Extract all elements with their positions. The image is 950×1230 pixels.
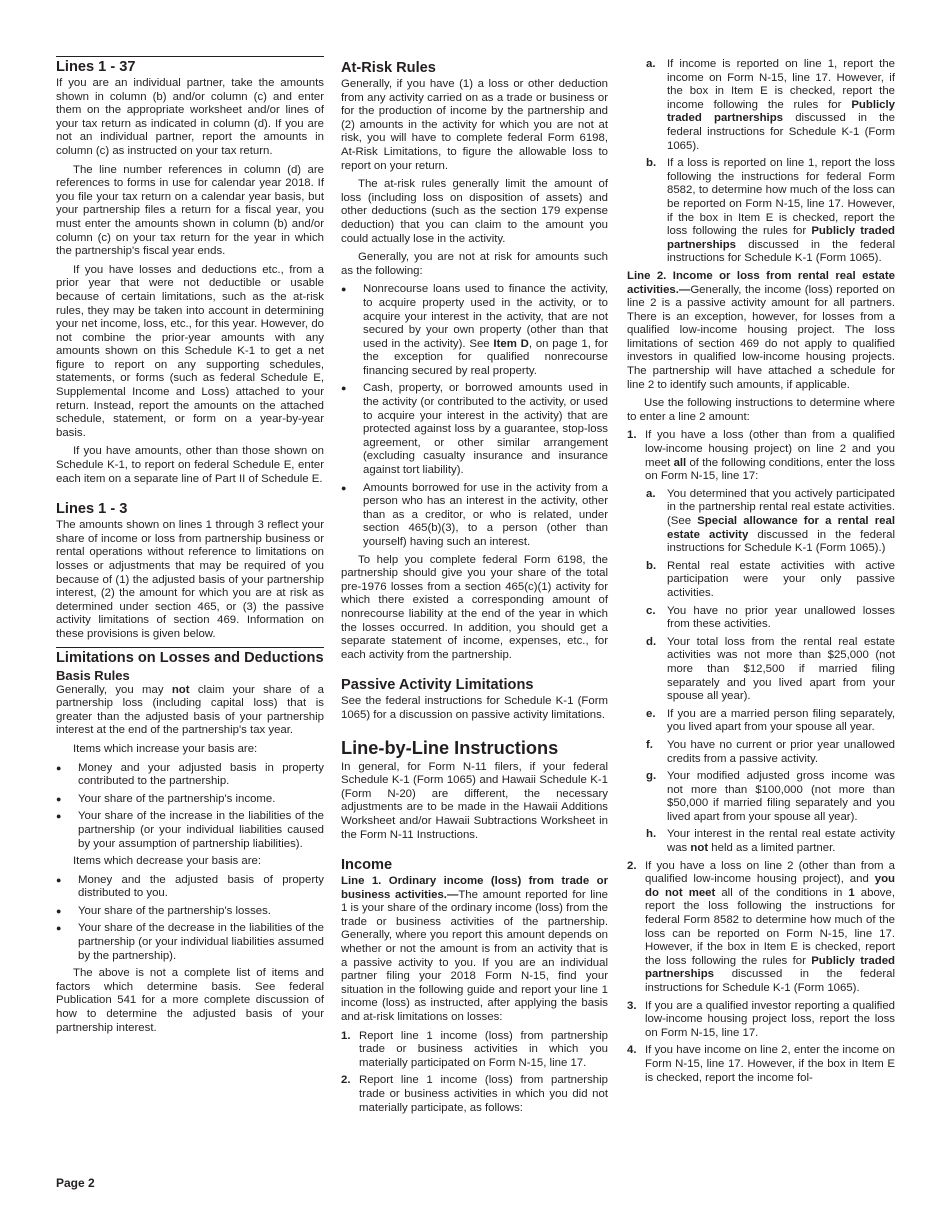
list-item: d. Your total loss from the rental real estate activities was not more than $25,000 (not more than $12,500 if married filing separately and you lived apart from your spouse all year).	[646, 635, 895, 703]
paragraph: Line 1. Ordinary income (loss) from trade or business activities.—The amount reported for line 1 is your share of the ordinary income (loss) from the trade or business activities of the partnership. Generally, where you report this amount depends on whether or not the amount is from an activity that is a passive activity to you. If you are an individual partner filing your 2018 Form N-15, find your situation in the following guide and report your line 1 income (loss) as instructed, after applying the basis and at-risk limitations on losses:	[341, 875, 608, 1024]
list-item: ● Your share of the increase in the liabilities of the partnership (or your individual liabilities caused by your assumption of partnership liabilities).	[56, 810, 324, 851]
list-item: ● Money and your adjusted basis in property contributed to the partnership.	[56, 762, 324, 789]
paragraph: If you are an individual partner, take the amounts shown in column (b) and/or column (c) and enter them on the appropriate worksheet and/or lines of your tax return as indicated in column (d). If you are not an individual partner, report the amounts in column (c) as instructed on your tax return.	[56, 77, 324, 157]
section-rule	[56, 647, 324, 648]
section-rule	[56, 56, 324, 57]
list-item: 1. Report line 1 income (loss) from partnership trade or business activities in which you materially participated on Form N-15, line 17.	[341, 1029, 608, 1069]
heading-passive-activity: Passive Activity Limitations	[341, 677, 534, 694]
list-item: e. If you are a married person filing separately, you lived apart from your spouse all year.	[646, 707, 895, 734]
heading-limitations: Limitations on Losses and Deductions	[56, 649, 324, 666]
paragraph: Line 2. Income or loss from rental real estate activities.—Generally, the income (loss) reported on line 2 is a passive activity amount for all partners. There is an exception, however, for losses from a qualified low-income housing project. The loss limitations of section 469 do not apply to qualified investors in qualified low-income housing projects. The partnership will have attached a schedule for line 2 to identify such amounts, if applicable.	[627, 269, 895, 391]
paragraph: See the federal instructions for Schedule K-1 (Form 1065) for a discussion on passive activity limitations.	[341, 695, 608, 721]
paragraph: To help you complete federal Form 6198, the partnership should give you your share of the total pre-1976 losses from a section 465(c)(1) activity for which there existed a corresponding amount of nonrecourse liability at the end of the year in which the losses occurred. In addition, you should get a separate statement of income, expenses, etc., for each activity from the partnership.	[341, 553, 608, 661]
list-item: ● Amounts borrowed for use in the activity from a person who has an interest in the activity, other than as a creditor, or who is related, under section 465(b)(3), to a person (other than yourself) having such an interest.	[341, 482, 608, 550]
list-item: b. If a loss is reported on line 1, report the loss following the instructions for federal Form 8582, to determine how much of the loss can be reported on Form N-15, line 17. However, if the box in Item E is checked, report the loss following the rules for Publicly traded partnerships discussed in the federal instructions for Schedule K-1 (Form 1065).	[646, 157, 896, 265]
paragraph: The at-risk rules generally limit the amount of loss (including loss on disposition of assets) and other deductions (such as the section 179 expense deduction) that you can claim to the amount you could actually lose in the activity.	[341, 178, 608, 245]
paragraph: Use the following instructions to determine where to enter a line 2 amount:	[627, 397, 895, 423]
list-item: ● Cash, property, or borrowed amounts used in the activity (or contributed to the activity, or used to acquire your interest in the activity) that are protected against loss by a guarantee, stop-loss agreement, or other similar arrangement (excluding casualty insurance and insurance against tort liability).	[341, 382, 608, 477]
paragraph: Items which increase your basis are:	[73, 742, 258, 755]
column-2	[341, 60, 608, 1119]
list-item: 4. If you have income on line 2, enter the income on Form N-15, line 17. However, if the box in Item E is checked, report the income fol-	[627, 1044, 895, 1084]
list-item: c. You have no prior year unallowed losses from these activities.	[646, 604, 895, 631]
heading-lines-1-37: Lines 1 - 37	[56, 59, 136, 75]
heading-basis-rules: Basis Rules	[56, 667, 130, 683]
paragraph: If you have losses and deductions etc., from a prior year that were not deductible or usable because of certain limitations, such as the at-risk rules, they may be taken into account in determining your net income, loss, etc., for this year. However, do not combine the prior-year amounts with any amounts shown on this Schedule K-1 to get a net figure to report on any supporting schedules, statements, or forms (such as federal Schedule E, Supplemental Income and Loss) attached to your return. Instead, report the amounts on the attached schedule, statement, or form on a year-by-year basis.	[56, 263, 324, 439]
paragraph: Generally, you are not at risk for amounts such as the following:	[341, 251, 608, 277]
paragraph: Generally, if you have (1) a loss or other deduction from any activity carried on as a trade or business or for the production of income by the partnership and (2) amounts in the activity for which you are not at risk, you will have to complete federal Form 6198, At-Risk Limitations, to figure the allowable loss to report on your return.	[341, 78, 608, 172]
paragraph: Items which decrease your basis are:	[73, 855, 262, 868]
list-item: b. Rental real estate activities with active participation were your only passive activities.	[646, 559, 895, 599]
list-item: h. Your interest in the rental real estate activity was not held as a limited partner.	[646, 828, 895, 855]
list-item: f. You have no current or prior year unallowed credits from a passive activity.	[646, 738, 895, 765]
column-1	[56, 56, 324, 1040]
list-item: 1. If you have a loss (other than from a qualified low-income housing project) on line 2 and you meet all of the following conditions, enter the loss on Form N-15, line 17:	[627, 429, 895, 483]
list-item: ● Nonrecourse loans used to finance the activity, to acquire property used in the activity, or to acquire your interest in the activity, that are not secured by your own property (other than that used in the activity). See Item D, on page 1, for the exception for qualified nonrecourse financing secured by real property.	[341, 283, 608, 378]
heading-at-risk-rules: At-Risk Rules	[341, 60, 436, 76]
list-item: ● Your share of the partnership's losses.	[56, 905, 324, 919]
list-item: 2. If you have a loss on line 2 (other than from a qualified low-income housing project), and you do not meet all of the conditions in 1 above, report the loss following the instructions for federal Form 8582 to determine how much of the loss can be reported on Form N-15, line 17. However, if the box in Item E is checked, report the loss following the rules for Publicly traded partnerships discussed in the federal instructions for Schedule K-1 (Form 1065).	[627, 859, 896, 994]
paragraph: In general, for Form N-11 filers, if your federal Schedule K-1 (Form 1065) and Hawaii Schedule K-1 (Form N-20) are different, the necessary adjustments are to be made in the Hawaii Additions Worksheet and/or Hawaii Subtractions Worksheet in the Form N-11 Instructions.	[341, 760, 608, 841]
paragraph: Generally, you may not claim your share of a partnership loss (including capital loss) that is greater than the adjusted basis of your partnership interest at the end of the partnership's tax year.	[56, 683, 325, 737]
list-item: ● Your share of the decrease in the liabilities of the partnership (or your individual liabilities assumed by the partnership).	[56, 922, 324, 963]
column-3	[627, 58, 895, 1089]
page-number: Page 2	[56, 1176, 95, 1190]
paragraph: The line number references in column (d) are references to forms in use for calendar year 2018. If you file your tax return on a calendar year basis, but your partnership files a return for a fiscal year, you must enter the amounts shown in column (b) and/or column (c) on your tax return for the year in which the partnership's fiscal year ends.	[56, 163, 324, 258]
heading-lines-1-3: Lines 1 - 3	[56, 501, 128, 518]
paragraph: The amounts shown on lines 1 through 3 reflect your share of income or loss from partnership business or rental operations without reference to limitations on losses or adjustments that may be required of you because of (1) the adjusted basis of your partnership interest, (2) the amount for which you are at risk as determined under section 465, or (3) the passive activity limitations of section 469. Information on these provisions is given below.	[56, 519, 324, 640]
list-item: ● Your share of the partnership's income.	[56, 793, 324, 807]
heading-income: Income	[341, 857, 393, 874]
paragraph: The above is not a complete list of items and factors which determine basis. See federal Publication 541 for a more complete discussion of how to determine the adjusted basis of your partnership interest.	[56, 967, 324, 1034]
list-item: 3. If you are a qualified investor reporting a qualified low-income housing project loss, report the loss on Form N-15, line 17.	[627, 999, 895, 1039]
list-item: a. You determined that you actively participated in the partnership rental real estate activities. (See Special allowance for a rental real estate activity discussed in the federal instructions for Schedule K-1 (Form 1065).)	[646, 487, 895, 555]
list-item: 2. Report line 1 income (loss) from partnership trade or business activities in which you did not materially participate, as follows:	[341, 1074, 608, 1114]
list-item: g. Your modified adjusted gross income was not more than $100,000 (not more than $50,000 if married filing separately and you lived apart from your spouse all year).	[646, 770, 895, 823]
list-item: a. If income is reported on line 1, report the income on Form N-15, line 17. However, if the box in Item E is checked, report the income following the rules for Publicly traded partnerships discussed in the federal instructions for Schedule K-1 (Form 1065).	[646, 58, 895, 152]
list-item: ● Money and the adjusted basis of property distributed to you.	[56, 874, 324, 901]
heading-line-by-line: Line-by-Line Instructions	[341, 737, 559, 758]
paragraph: If you have amounts, other than those shown on Schedule K-1, to report on federal Schedule E, enter each item on a separate line of Part II of Schedule E.	[56, 445, 324, 485]
